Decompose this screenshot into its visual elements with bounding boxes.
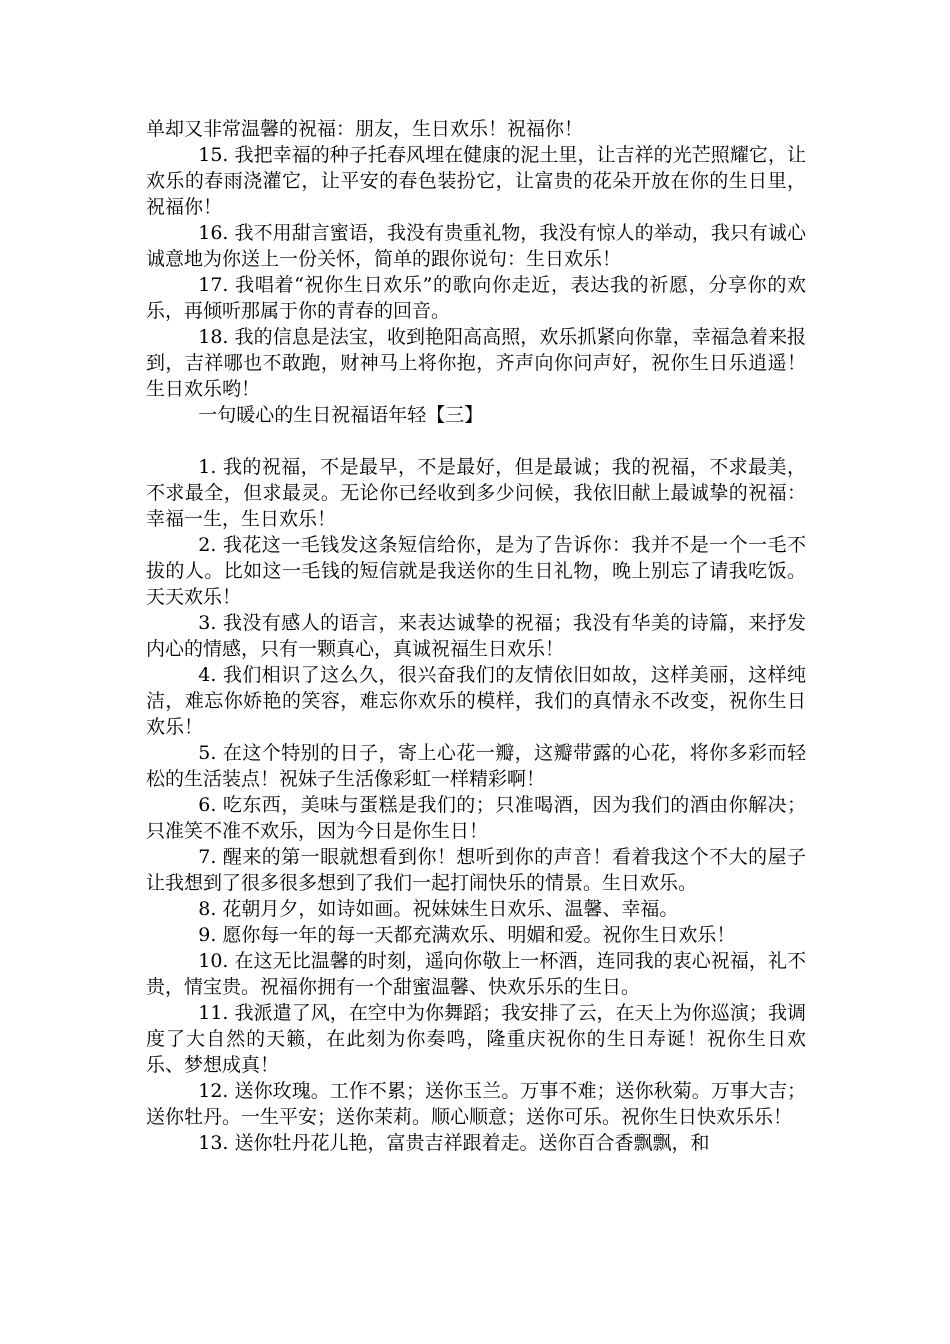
list-item-13: 13. 送你牡丹花儿艳，富贵吉祥跟着走。送你百合香飘飘，和 xyxy=(198,1132,710,1154)
list-item-11: 11. 我派遣了风，在空中为你舞蹈；我安排了云，在天上为你巡演；我调度了大自然的天籁，在此刻为你奏鸣，隆重庆祝你的生日寿诞！祝你生日欢乐、梦想成真！ xyxy=(146,1002,806,1076)
list-item-3: 3. 我没有感人的语言，来表达诚挚的祝福；我没有华美的诗篇，来抒发内心的情感，只有一颗真心，真诚祝福生日欢乐！ xyxy=(146,612,806,660)
list-item-18: 18. 我的信息是法宝，收到艳阳高高照，欢乐抓紧向你靠，幸福急着来报到，吉祥哪也不敢跑，财神马上将你抱，齐声向你问声好，祝你生日乐逍遥！生日欢乐哟！ xyxy=(146,326,806,400)
section-title: 一句暖心的生日祝福语年轻【三】 xyxy=(198,404,484,426)
list-item-5: 5. 在这个特别的日子，寄上心花一瓣，这瓣带露的心花，将你多彩而轻松的生活装点！祝妹子生活像彩虹一样精彩啊！ xyxy=(146,742,806,790)
list-item-17: 17. 我唱着“祝你生日欢乐”的歌向你走近，表达我的祈愿，分享你的欢乐，再倾听那属于你的青春的回音。 xyxy=(146,274,806,322)
list-item-4: 4. 我们相识了这么久，很兴奋我们的友情依旧如故，这样美丽，这样纯洁，难忘你娇艳的笑容，难忘你欢乐的模样，我们的真情永不改变，祝你生日欢乐！ xyxy=(146,664,806,738)
list-item-6: 6. 吃东西，美味与蛋糕是我们的；只准喝酒，因为我们的酒由你解决；只准笑不准不欢乐，因为今日是你生日！ xyxy=(146,794,806,842)
list-item-15: 15. 我把幸福的种子托春风埋在健康的泥土里，让吉祥的光芒照耀它，让欢乐的春雨浇灌它，让平安的春色装扮它，让富贵的花朵开放在你的生日里，祝福你！ xyxy=(146,144,806,218)
list-item-2: 2. 我花这一毛钱发这条短信给你，是为了告诉你：我并不是一个一毛不拔的人。比如这一毛钱的短信就是我送你的生日礼物，晚上别忘了请我吃饭。天天欢乐！ xyxy=(146,534,806,608)
list-item-7: 7. 醒来的第一眼就想看到你！想听到你的声音！看着我这个不大的屋子让我想到了很多很多想到了我们一起打闹快乐的情景。生日欢乐。 xyxy=(146,846,806,894)
continued-paragraph: 单却又非常温馨的祝福：朋友，生日欢乐！祝福你！ xyxy=(146,118,584,140)
blank-line xyxy=(146,428,806,454)
list-item-16: 16. 我不用甜言蜜语，我没有贵重礼物，我没有惊人的举动，我只有诚心诚意地为你送上一份关怀，简单的跟你说句：生日欢乐！ xyxy=(146,222,806,270)
list-item-10: 10. 在这无比温馨的时刻，遥向你敬上一杯酒，连同我的衷心祝福，礼不贵，情宝贵。祝福你拥有一个甜蜜温馨、快欢乐乐的生日。 xyxy=(146,950,806,998)
list-item-8: 8. 花朝月夕，如诗如画。祝妹妹生日欢乐、温馨、幸福。 xyxy=(198,898,679,920)
list-item-1: 1. 我的祝福，不是最早，不是最好，但是最诚；我的祝福，不求最美，不求最全，但求最灵。无论你已经收到多少问候，我依旧献上最诚挚的祝福：幸福一生，生日欢乐！ xyxy=(146,456,806,530)
list-item-12: 12. 送你玫瑰。工作不累；送你玉兰。万事不难；送你秋菊。万事大吉；送你牡丹。一生平安；送你茉莉。顺心顺意；送你可乐。祝你生日快欢乐乐！ xyxy=(146,1080,806,1128)
list-item-9: 9. 愿你每一年的每一天都充满欢乐、明媚和爱。祝你生日欢乐！ xyxy=(198,924,736,946)
document-body xyxy=(146,116,806,1156)
